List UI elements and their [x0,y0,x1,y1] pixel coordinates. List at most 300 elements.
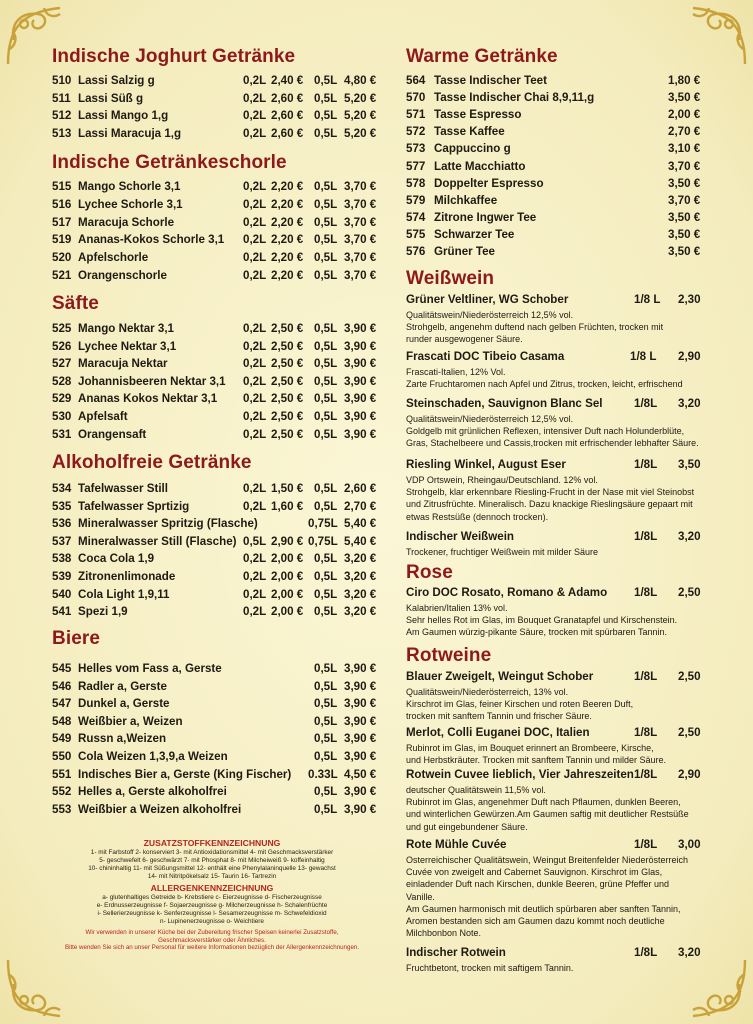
item-number: 551 [52,767,72,781]
item-size-large: 0,5L [314,91,338,105]
item-number: 510 [52,74,72,87]
item-price-large: 3,90 € [344,322,377,335]
item-size-large: 0,5L [314,605,338,619]
item-size-small: 0,2L [243,197,267,211]
wine-name: Indischer Weißwein [406,530,515,543]
item-number: 540 [52,587,72,601]
wine-size: 1/8L [634,458,658,471]
item-price-small: 2,20 € [271,251,304,265]
item-size-small: 0,2L [243,482,267,495]
note-line: e- Erdnusserzeugnisse f- Sojaerzeugnisse g- Milcherzeugnisse h- Schalenfrüchte [96,902,328,909]
item-size-large: 0,5L [314,802,338,816]
item-number: 572 [406,125,426,139]
item-number: 576 [406,245,426,258]
item-size-large: 0,5L [314,197,338,211]
item-number: 525 [52,322,72,335]
item-price-large: 3,90 € [344,802,377,816]
menu-item-row [52,713,384,730]
item-size-small: 0,2L [243,339,267,353]
item-number: 538 [52,552,72,566]
menu-item-row [52,480,384,497]
item-number: 539 [52,570,72,583]
item-size-large: 0.33L [308,767,338,781]
wine-price: 2,90 [678,768,701,781]
item-size-large: 0,5L [314,482,338,495]
wine-price: 3,20 [678,397,701,410]
item-price-large: 3,90 € [344,732,377,746]
item-size-small: 0,2L [243,322,267,335]
item-name: Zitronenlimonade [78,570,176,583]
item-size-large: 0,5L [314,570,338,583]
item-price: 3,70 € [668,193,701,207]
item-name: Orangenschorle [78,269,167,282]
item-price-small: 2,20 € [271,180,304,193]
item-price-large: 3,20 € [344,605,377,619]
item-size-large: 0,5L [314,269,338,282]
menu-item-row [52,695,384,712]
wine-description: Qualitätswein/Niederösterreich, 13% vol. [406,687,569,697]
menu-item-row [52,214,384,231]
item-number: 570 [406,91,426,105]
wine-size: 1/8L [634,838,658,851]
item-price-small: 1,60 € [271,499,304,513]
wine-description: und winterlichen Gewürzen.Am Gaumen saftig mit deutlicher Restsüße [406,809,689,820]
menu-item-row [406,158,708,175]
item-size-large: 0,5L [314,499,338,513]
item-price-small: 2,20 € [271,197,304,211]
item-price: 1,80 € [668,74,701,87]
menu-item-row [52,515,384,532]
menu-item-row [52,660,384,677]
item-size-large: 0,5L [314,251,338,265]
menu-item-row [52,355,384,372]
item-price-large: 5,20 € [344,109,377,123]
item-number: 516 [52,197,72,211]
menu-item-row [52,426,384,443]
item-size-large: 0,5L [314,697,338,711]
item-size-small: 0,2L [243,109,267,123]
item-size-large: 0,75L [308,517,338,531]
item-size-large: 0,5L [314,427,338,441]
item-number: 537 [52,534,72,548]
item-name: Cola Light 1,9,11 [78,587,170,601]
item-price-large: 3,70 € [344,180,377,193]
wine-description: Zarte Fruchtaromen nach Apfel und Zitrus, trocken, leicht, erfrischend [406,379,683,390]
item-number: 520 [52,251,72,265]
item-name: Apfelsaft [78,410,128,423]
menu-item-row [52,125,384,142]
menu-item-row [52,320,384,337]
menu-item-row [406,140,708,157]
additives-notes [52,838,372,952]
item-price-small: 2,00 € [271,605,304,619]
item-size-large: 0,5L [314,679,338,693]
item-name: Lassi Salzig g [78,74,155,87]
item-size-large: 0,5L [314,732,338,746]
wine-description: und Herbstkräuter. Trocken mit sanftem Tannin und milder Säure. [406,755,666,766]
item-number: 515 [52,180,72,193]
item-number: 534 [52,482,72,495]
item-name: Weißbier a Weizen alkoholfrei [78,802,242,816]
item-number: 548 [52,714,72,728]
item-size-large: 0,5L [314,357,338,371]
wine-size: 1/8L [634,768,658,781]
wine-description: Goldgelb mit grünlichen Reflexen, intensiver Duft nach Holunderblüte, [406,426,685,437]
item-price-small: 2,50 € [271,357,304,371]
item-name: Russn a,Weizen [78,732,167,746]
section-title: Warme Getränke [406,46,558,67]
item-price-large: 3,70 € [344,215,377,229]
wine-price: 2,90 [678,350,701,363]
item-number: 579 [406,193,426,207]
item-name: Ananas Kokos Nektar 3,1 [78,392,218,406]
note-line: Bitte wenden Sie sich an unser Personal für weitere Informationen bezüglich der Allergenkennzeichnungen. [64,944,360,952]
item-size-large: 0,5L [314,714,338,728]
wine-description: und Zitrusfrüchte. Mineralisch. Dazu knackige Rieslingsäure gepaart mit [406,499,693,510]
wine-name: Indischer Rotwein [406,946,506,959]
wine-size: 1/8L [634,670,658,683]
item-size-small: 0,2L [243,215,267,229]
menu-item-row [52,603,384,620]
ornament-corner-icon [681,952,753,1024]
menu-item-row [52,249,384,266]
item-number: 527 [52,357,72,371]
item-price: 3,10 € [668,142,701,156]
kitchen-notice [52,929,372,952]
wine-description: deutscher Qualitätswein 11,5% vol. [406,785,546,795]
menu-item-row [52,586,384,603]
item-name: Radler a, Gerste [78,679,167,693]
item-size-large: 0,5L [314,374,338,388]
menu-item-row [406,175,708,192]
item-price-small: 2,40 € [271,74,304,87]
item-number: 517 [52,215,72,229]
item-price-small: 2,50 € [271,374,304,388]
item-price-small: 2,50 € [271,410,304,423]
item-name: Mineralwasser Still (Flasche) [78,534,237,548]
item-price-small: 2,20 € [271,215,304,229]
menu-item-row [406,106,708,123]
item-price-large: 3,90 € [344,714,377,728]
item-size-small: 0,2L [243,410,267,423]
menu-item-row [406,89,708,106]
item-name: Ananas-Kokos Schorle 3,1 [78,233,225,247]
item-price-large: 5,20 € [344,126,377,140]
item-price-large: 5,20 € [344,91,377,105]
item-number: 573 [406,142,426,156]
item-number: 528 [52,374,72,388]
item-size-small: 0,2L [243,180,267,193]
menu-item-row [406,192,708,209]
item-size-large: 0,5L [314,233,338,247]
item-name: Maracuja Nektar [78,357,168,371]
item-price-large: 3,90 € [344,697,377,711]
item-name: Mango Schorle 3,1 [78,180,181,193]
wine-description: Aromen bestanden sich am Gaumen dazu kommt noch deutliche [406,916,665,926]
section-title: Rose [406,562,453,583]
item-number: 521 [52,269,72,282]
note-line: 10- chininhaltig 11- mit Süßungsmittel 12- enthält eine Phenylalaninquelle 13- gewachst [88,865,336,872]
item-price: 3,50 € [668,91,701,105]
item-price-small: 2,00 € [271,587,304,601]
item-price-small: 2,50 € [271,322,304,335]
item-price-large: 3,90 € [344,339,377,353]
item-number: 545 [52,662,72,675]
item-size-small: 0,2L [243,587,267,601]
allergens-list [52,894,372,926]
note-line: n- Lupinenerzeugnisse o- Weichtiere [160,918,264,925]
section-title: Biere [52,628,101,649]
item-name: Mango Nektar 3,1 [78,322,174,335]
item-name: Tasse Kaffee [434,125,505,139]
menu-item-row [406,123,708,140]
wine-description: Qualitätswein/Niederösterreich 12,5% vol. [406,310,574,320]
wine-size: 1/8L [634,586,658,599]
menu-item-row [52,498,384,515]
item-size-large: 0,5L [314,552,338,566]
item-number: 574 [406,210,426,224]
item-size-large: 0,5L [314,322,338,335]
menu-item-row [406,226,708,243]
section-title: Weißwein [406,268,495,289]
item-number: 512 [52,109,72,123]
item-price-small: 2,00 € [271,552,304,566]
wine-size: 1/8L [634,946,658,959]
item-number: 535 [52,499,72,513]
item-price-small: 1,50 € [271,482,304,495]
wine-name: Blauer Zweigelt, Weingut Schober [406,670,594,683]
item-price: 3,50 € [668,210,701,224]
item-name: Lassi Süß g [78,91,144,105]
wine-description: Milchbonbon Note. [406,928,482,939]
item-size-small: 0,2L [243,357,267,371]
item-size-large: 0,5L [314,662,338,675]
additives-list [52,849,372,881]
item-name: Cola Weizen 1,3,9,a Weizen [78,750,228,763]
item-name: Tafelwasser Still [78,482,168,495]
wine-description: und gut eingebundener Säure. [406,821,528,832]
item-name: Grüner Tee [434,245,495,258]
additives-title: ZUSATZSTOFFKENNZEICHNUNG [143,838,281,848]
item-number: 526 [52,339,72,353]
item-price-large: 3,90 € [344,392,377,406]
item-name: Apfelschorle [78,251,149,265]
item-price-large: 3,90 € [344,427,377,441]
item-size-small: 0,2L [243,251,267,265]
wine-description: Sehr helles Rot im Glas, im Bouquet Granatapfel und Kirschenstein. [406,615,678,626]
item-price: 2,00 € [668,108,701,122]
item-number: 531 [52,427,72,441]
note-line: 14- mit Nitritpökelsalz 15- Taurin 16- Tartrezin [147,873,277,880]
item-price-small: 2,50 € [271,392,304,406]
item-size-small: 0,2L [243,126,267,140]
item-size-small: 0,2L [243,374,267,388]
wine-price: 2,50 [678,586,701,599]
item-size-large: 0,5L [314,785,338,799]
item-number: 578 [406,176,426,190]
item-size-large: 0,5L [314,410,338,423]
menu-item-row [406,72,708,89]
item-size-small: 0,2L [243,74,267,87]
item-name: Latte Macchiatto [434,159,526,173]
menu-item-row [52,107,384,124]
item-name: Tasse Espresso [434,108,522,122]
item-price-large: 5,40 € [344,534,377,548]
item-size-small: 0,2L [243,91,267,105]
wine-description: Rubinrot im Glas, angenehmer Duft nach Pflaumen, dunklen Beeren, [406,797,681,808]
wine-price: 2,30 [678,293,701,306]
wine-description: Fruchtbetont, trocken mit saftigem Tannin. [406,963,574,973]
menu-item-row [52,766,384,783]
item-name: Helles vom Fass a, Gerste [78,662,222,675]
item-size-large: 0,5L [314,215,338,229]
wine-name: Frascati DOC Tibeio Casama [406,350,565,363]
item-name: Tasse Indischer Chai 8,9,11,g [434,91,595,105]
item-size-large: 0,5L [314,587,338,601]
item-price: 2,70 € [668,125,701,139]
menu-item-row [52,72,384,89]
item-price-large: 3,90 € [344,679,377,693]
wine-name: Grüner Veltliner, WG Schober [406,293,569,306]
item-number: 547 [52,697,72,711]
ornament-corner-icon [681,0,753,72]
item-size-small: 0,2L [243,233,267,247]
item-name: Lychee Schorle 3,1 [78,197,183,211]
note-line: Wir verwenden in unserer Küche bei der Zubereitung frischer Speisen keinerlei Zusatzstoffe, [85,929,339,936]
wine-description: Qualitätswein/Niederösterreich 12,5% vol. [406,414,574,424]
item-number: 546 [52,679,72,693]
note-line: 5- geschwefelt 6- geschwärzt 7- mit Phosphat 8- mit Milcheiweiß 9- koffeinhaltig [99,857,325,864]
item-name: Milchkaffee [434,193,498,207]
item-price-small: 2,60 € [271,126,304,140]
menu-item-row [52,748,384,765]
item-price-large: 3,90 € [344,357,377,371]
section-title: Indische Joghurt Getränke [52,46,296,67]
menu-item-row [52,783,384,800]
menu-item-row [52,408,384,425]
item-name: Schwarzer Tee [434,227,515,241]
item-number: 519 [52,233,72,247]
item-name: Orangensaft [78,427,147,441]
menu-item-row [52,267,384,284]
wine-size: 1/8 L [634,293,661,306]
wine-name: Ciro DOC Rosato, Romano & Adamo [406,586,608,599]
note-line: i- Sellerierzeugnisse k- Senferzeugnisse l- Sesamerzeugnisse m- Schwefeldioxid [97,910,327,917]
item-number: 511 [52,91,71,105]
item-price-small: 2,60 € [271,109,304,123]
item-size-large: 0,5L [314,180,338,193]
wine-name: Steinschaden, Sauvignon Blanc Sel [406,397,603,410]
item-price-large: 3,20 € [344,587,377,601]
wine-description: runder ausgewogener Säure. [406,334,523,345]
item-name: Helles a, Gerste alkoholfrei [78,785,227,799]
item-price-small: 2,60 € [271,91,304,105]
item-price-large: 3,70 € [344,269,377,282]
wine-description: Strohgelb, angenehm duftend nach gelben Früchten, trocken mit [406,322,664,333]
wine-description: VDP Ortswein, Rheingau/Deutschland. 12% vol. [406,475,598,485]
menu-item-row [52,730,384,747]
menu-item-row [52,390,384,407]
item-price-large: 4,80 € [344,74,377,87]
item-size-large: 0,5L [314,750,338,763]
item-name: Lychee Nektar 3,1 [78,339,177,353]
item-size-small: 0,2L [243,605,267,619]
item-number: 550 [52,750,72,763]
item-size-large: 0,5L [314,339,338,353]
wine-size: 1/8L [634,397,658,410]
wine-price: 3,50 [678,458,701,471]
item-price-large: 3,70 € [344,197,377,211]
item-price-large: 2,70 € [344,499,377,513]
item-number: 513 [52,126,72,140]
item-name: Spezi 1,9 [78,605,128,619]
item-size-large: 0,75L [308,534,338,548]
wine-description: Rubinrot im Glas, im Bouquet erinnert an Brombeere, Kirsche, [406,743,654,753]
item-price-large: 3,90 € [344,374,377,388]
wine-description: Am Gaumen harmonisch mit deutlich spürbaren aber sanften Tannin, [406,903,681,914]
item-number: 553 [52,802,72,816]
wine-description: Vanille. [406,891,435,902]
item-name: Mineralwasser Spritzig (Flasche) [78,517,258,531]
item-price-large: 4,50 € [344,767,377,781]
menu-item-row [52,801,384,818]
item-price-small: 2,90 € [271,534,304,548]
menu-item-row [406,209,708,226]
item-name: Coca Cola 1,9 [78,552,155,566]
item-price-small: 2,20 € [271,233,304,247]
menu-item-row [52,568,384,585]
item-size-small: 0,2L [243,427,267,441]
menu-item-row [52,90,384,107]
wine-description: Trockener, fruchtiger Weißwein mit milder Säure [406,547,599,557]
item-number: 575 [406,227,426,241]
item-number: 577 [406,159,426,173]
wine-description: einladender Duft nach Kirschen, dunkle Beeren, grüne Pfeffer und [406,879,670,890]
wine-description: Strohgelb, klar erkennbare Riesling-Frucht in der Nase mit viel Steinobst [406,487,695,498]
note-line: a- glutenhaltiges Getreide b- Krebstiere c- Eierzeugnisse d- Fischerzeugnisse [102,894,322,901]
item-size-small: 0,2L [243,570,267,583]
item-price: 3,50 € [668,176,701,190]
item-size-large: 0,5L [314,392,338,406]
item-price-large: 3,20 € [344,552,377,566]
wine-size: 1/8L [634,530,658,543]
wine-description: Kirschrot im Glas, feiner Kirschen und roten Beeren Duft, [406,699,634,710]
menu-item-row [52,178,384,195]
item-name: Lassi Mango 1,g [78,109,169,123]
wine-description: Am Gaumen würzig-pikante Säure, trocken mit spürbaren Tannin. [406,627,667,638]
item-name: Weißbier a, Weizen [78,714,183,728]
item-name: Doppelter Espresso [434,176,544,190]
wine-description: Osterreichischer Qualitätswein, Weingut Breitenfelder Niederösterreich [406,855,688,865]
item-name: Dunkel a, Gerste [78,697,170,711]
wine-size: 1/8L [634,726,658,739]
item-number: 571 [406,108,426,122]
item-name: Maracuja Schorle [78,215,175,229]
wine-price: 3,00 [678,838,701,851]
item-size-small: 0,5L [243,534,267,548]
item-size-small: 0,2L [243,552,267,566]
ornament-corner-icon [0,952,72,1024]
item-price-large: 2,60 € [344,482,377,495]
item-price-small: 2,20 € [271,269,304,282]
item-number: 564 [406,74,426,87]
item-number: 552 [52,785,72,799]
item-number: 529 [52,392,72,406]
wine-price: 3,20 [678,946,701,959]
wine-price: 3,20 [678,530,701,543]
item-number: 549 [52,732,72,746]
item-name: Zitrone Ingwer Tee [434,210,537,224]
